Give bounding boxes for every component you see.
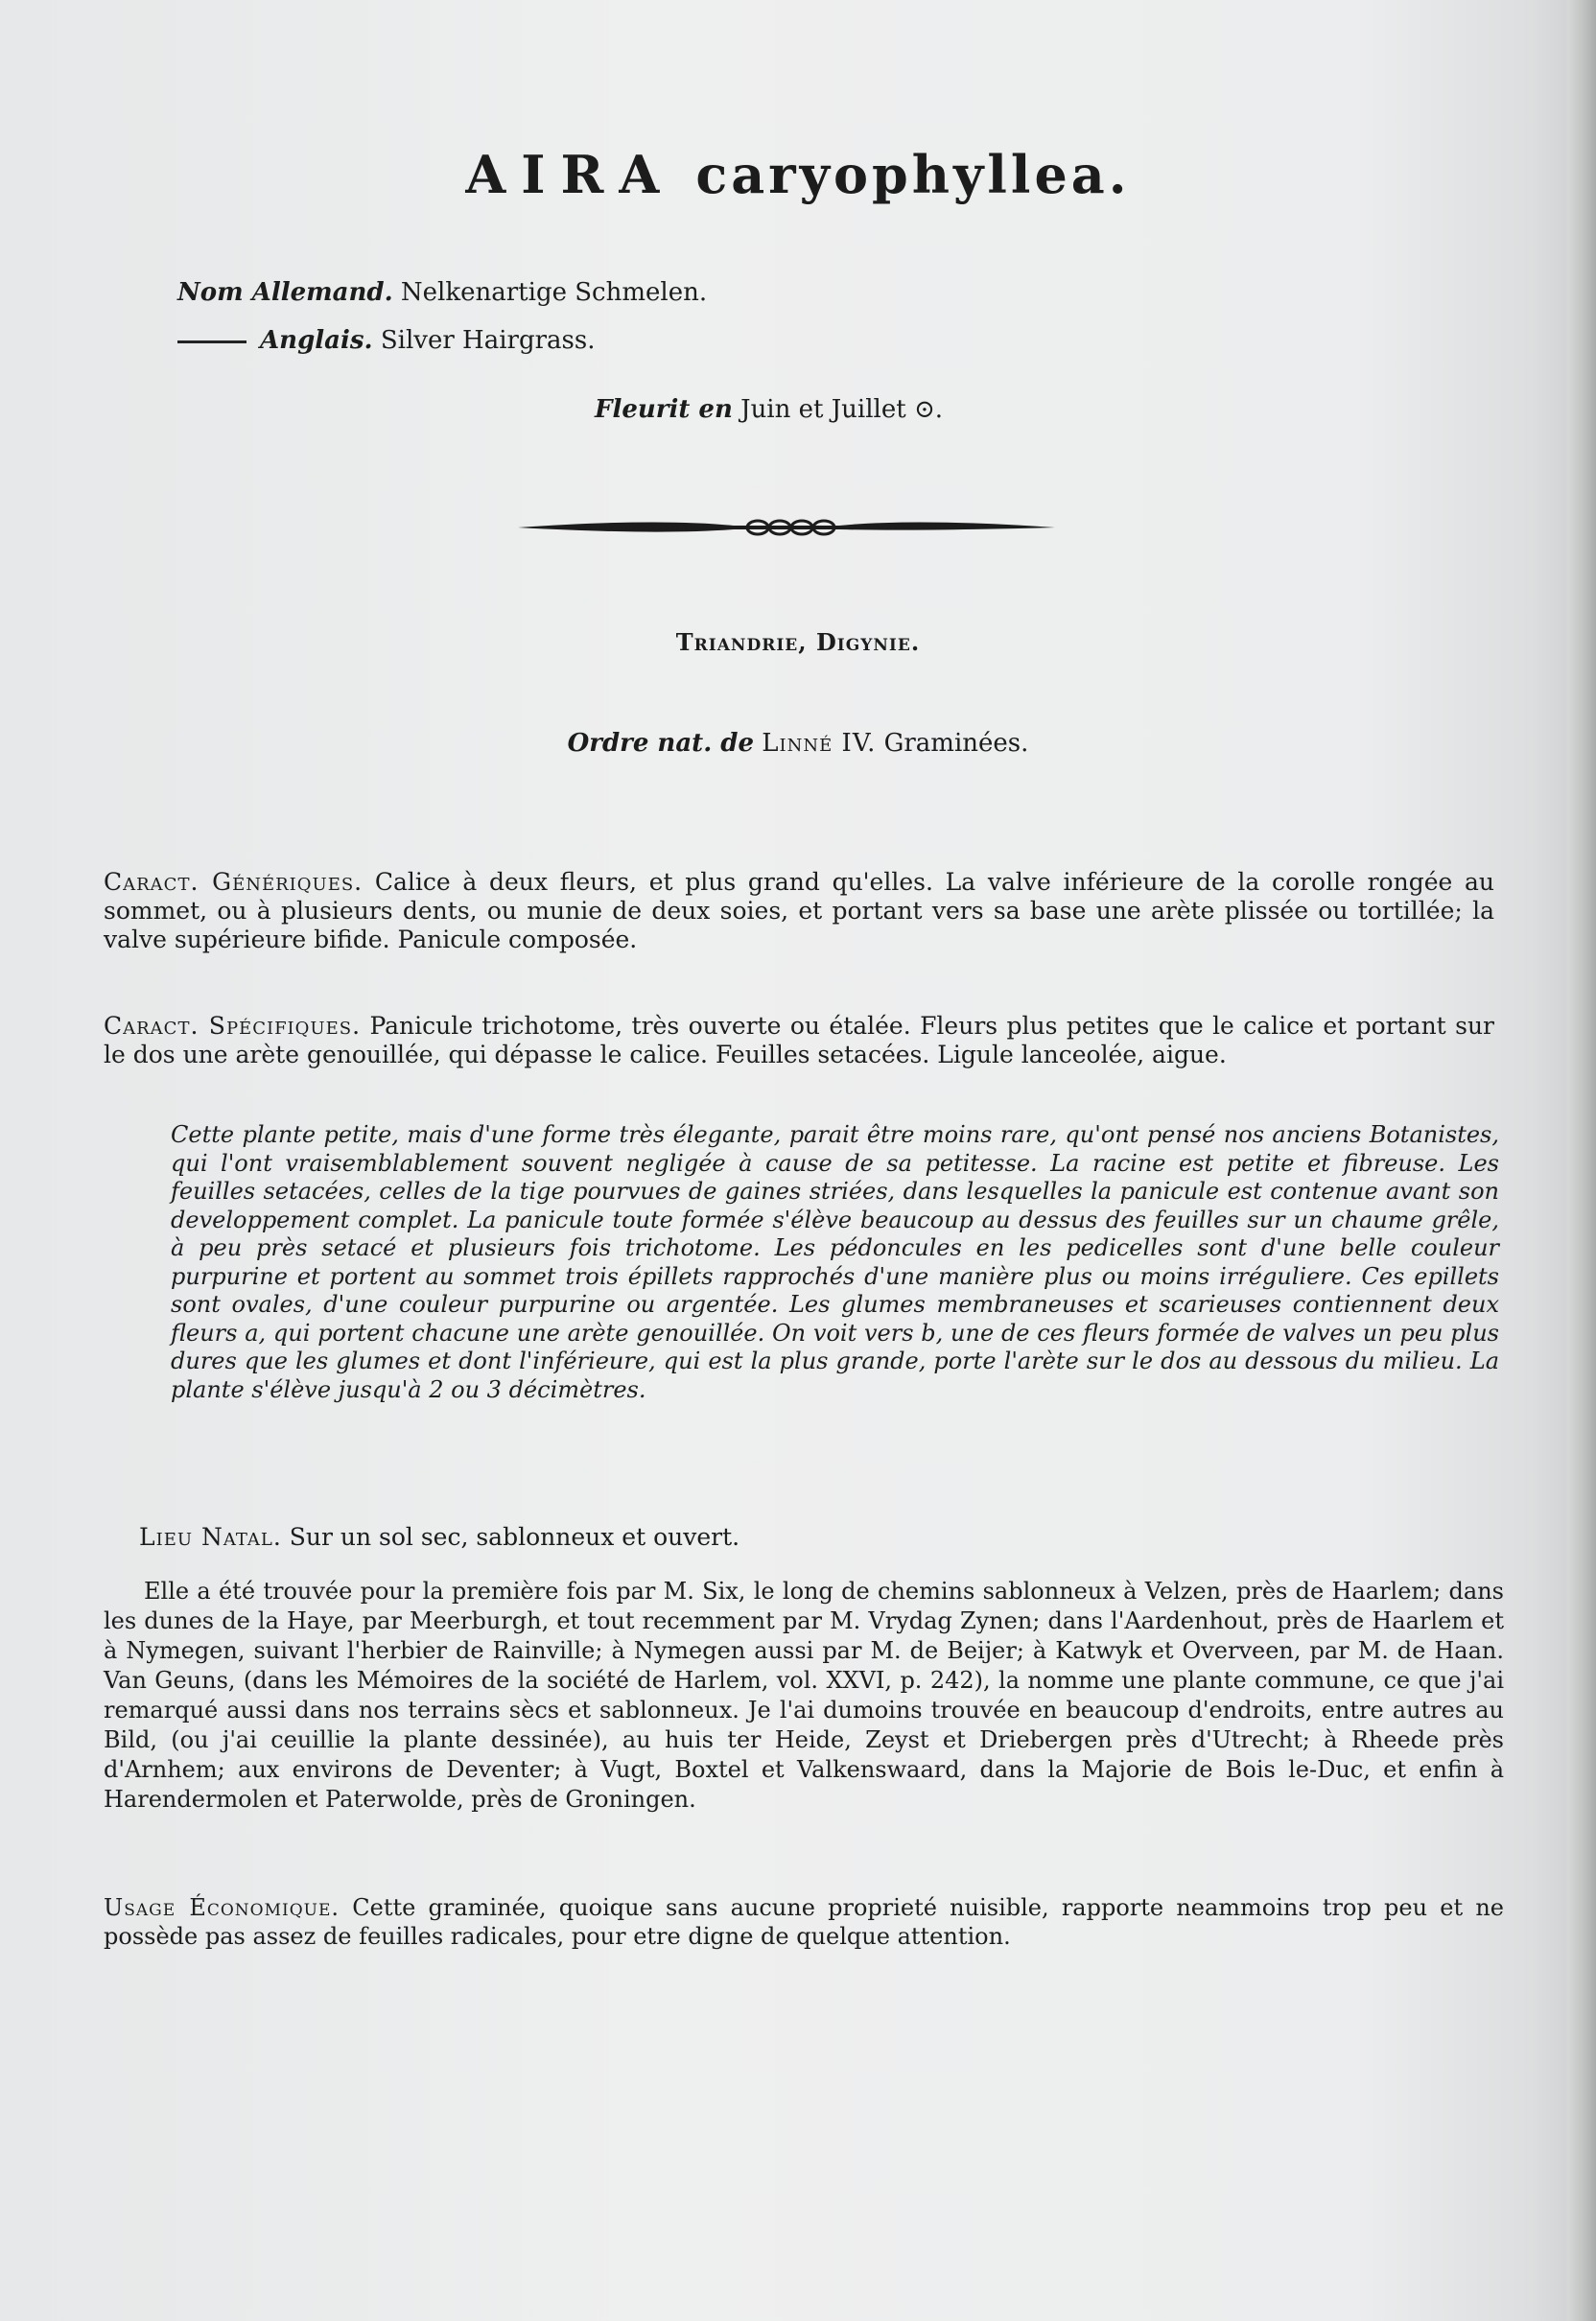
page-title: [0, 144, 1596, 205]
specific-characters: [104, 1012, 1494, 1069]
localities-paragraph: [104, 1577, 1504, 1815]
german-name-line: [177, 269, 707, 316]
ditto-dash: [177, 340, 246, 343]
specific-characters-label: Caract. Spécifiques.: [104, 1012, 362, 1040]
flowering-label: Fleurit en: [595, 395, 733, 424]
title-species: caryophyllea.: [695, 144, 1131, 205]
english-name-line: [177, 316, 707, 364]
ordre-family: Graminées.: [883, 729, 1029, 758]
plant-description: Cette plante petite, mais d'une forme très élegante, parait être moins rare, qu'ont pensé nos anciens Botanistes, qui l'ont vraisemblablement souvent negligée à cause de sa petitesse. La racine est petite et fibreuse. Les feuilles setacées, celles de la tige pourvues de gaines striées, dans lesquelles la panicule est contenue avant son developpement complet. La panicule toute formée s'élève beaucoup au dessus des feuilles sur un chaume grêle, à peu près setacé et plusieurs fois trichotome. Les pédoncules en les pedicelles sont d'une belle couleur purpurine et portent au sommet trois épillets rapprochés d'une manière plus ou moins irréguliere. Ces epillets sont ovales, d'une couleur purpurine ou argentée. Les glumes membraneuses et scarieuses contiennent deux fleurs a, qui portent chacune une arète genouillée. On voit vers b, une de ces fleurs formée de valves un peu plus dures que les glumes et dont l'inférieure, qui est la plus grande, porte l'arète sur le dos au dessous du milieu. La plante s'élève jusqu'à 2 ou 3 décimètres.: [171, 1121, 1499, 1403]
native-habitat-text: Sur un sol sec, sablonneux et ouvert.: [289, 1523, 740, 1551]
economic-use-label: Usage Économique.: [104, 1894, 340, 1921]
generic-characters-text: Calice à deux fleurs, et plus grand qu'elles. La valve inférieure de la corolle rongée au sommet, ou à plusieurs dents, ou munie de deux soies, et portant vers sa base une arète plissée ou tortillée; la valve supérieure bifide. Panicule composée.: [104, 868, 1495, 953]
economic-use: [104, 1893, 1504, 1951]
native-habitat: [139, 1523, 1482, 1552]
english-name-label: Anglais.: [260, 326, 373, 355]
linnaean-class: Triandrie, Digynie.: [675, 628, 921, 656]
flowering-line: [595, 395, 943, 424]
title-genus: AIRA: [465, 144, 675, 205]
generic-characters-label: Caract. Génériques.: [104, 868, 364, 896]
flowering-value: Juin et Juillet ⊙.: [740, 395, 943, 424]
common-names: [177, 269, 707, 364]
economic-use-text: Cette graminée, quoique sans aucune proprieté nuisible, rapporte neammoins trop peu et ne possède pas assez de feuilles radicales, pour etre digne de quelque attention.: [104, 1894, 1504, 1950]
german-name-label: Nom Allemand.: [177, 278, 393, 307]
specific-characters-text: Panicule trichotome, très ouverte ou étalée. Fleurs plus petites que le calice et portant sur le dos une arète genouillée, qui dépasse le calice. Feuilles setacées. Ligule lanceolée, aigue.: [104, 1012, 1495, 1068]
generic-characters: [104, 868, 1494, 954]
page-edge: [1567, 0, 1596, 2321]
native-habitat-label: Lieu Natal.: [139, 1523, 282, 1551]
ornamental-divider: [513, 510, 1060, 545]
natural-order: [0, 729, 1596, 758]
english-name-value: Silver Hairgrass.: [380, 326, 596, 355]
ordre-linne: Linné IV.: [762, 729, 877, 758]
localities-text: Elle a été trouvée pour la première fois par M. Six, le long de chemins sablonneux à Velzen, près de Haarlem; dans les dunes de la Haye, par Meerburgh, et tout recemment par M. Vrydag Zynen; dans l'Aardenhout, près de Haarlem et à Nymegen, suivant l'herbier de Rainville; à Nymegen aussi par M. de Beijer; à Katwyk et Overveen, par M. de Haan. Van Geuns, (dans les Mémoires de la société de Harlem, vol. XXVI, p. 242), la nomme une plante commune, ce que j'ai remarqué aussi dans nos terrains sècs et sablonneux. Je l'ai dumoins trouvée en beaucoup d'endroits, entre autres au Bild, (ou j'ai ceuillie la plante dessinée), au huis ter Heide, Zeyst et Driebergen près d'Utrecht; à Rheede près d'Arnhem; aux environs de Deventer; à Vugt, Boxtel et Valkenswaard, dans la Majorie de Bois le-Duc, et enfin à Harendermolen et Paterwolde, près de Groningen.: [104, 1578, 1504, 1813]
ordre-label: Ordre nat. de: [567, 729, 755, 758]
german-name-value: Nelkenartige Schmelen.: [400, 278, 708, 307]
